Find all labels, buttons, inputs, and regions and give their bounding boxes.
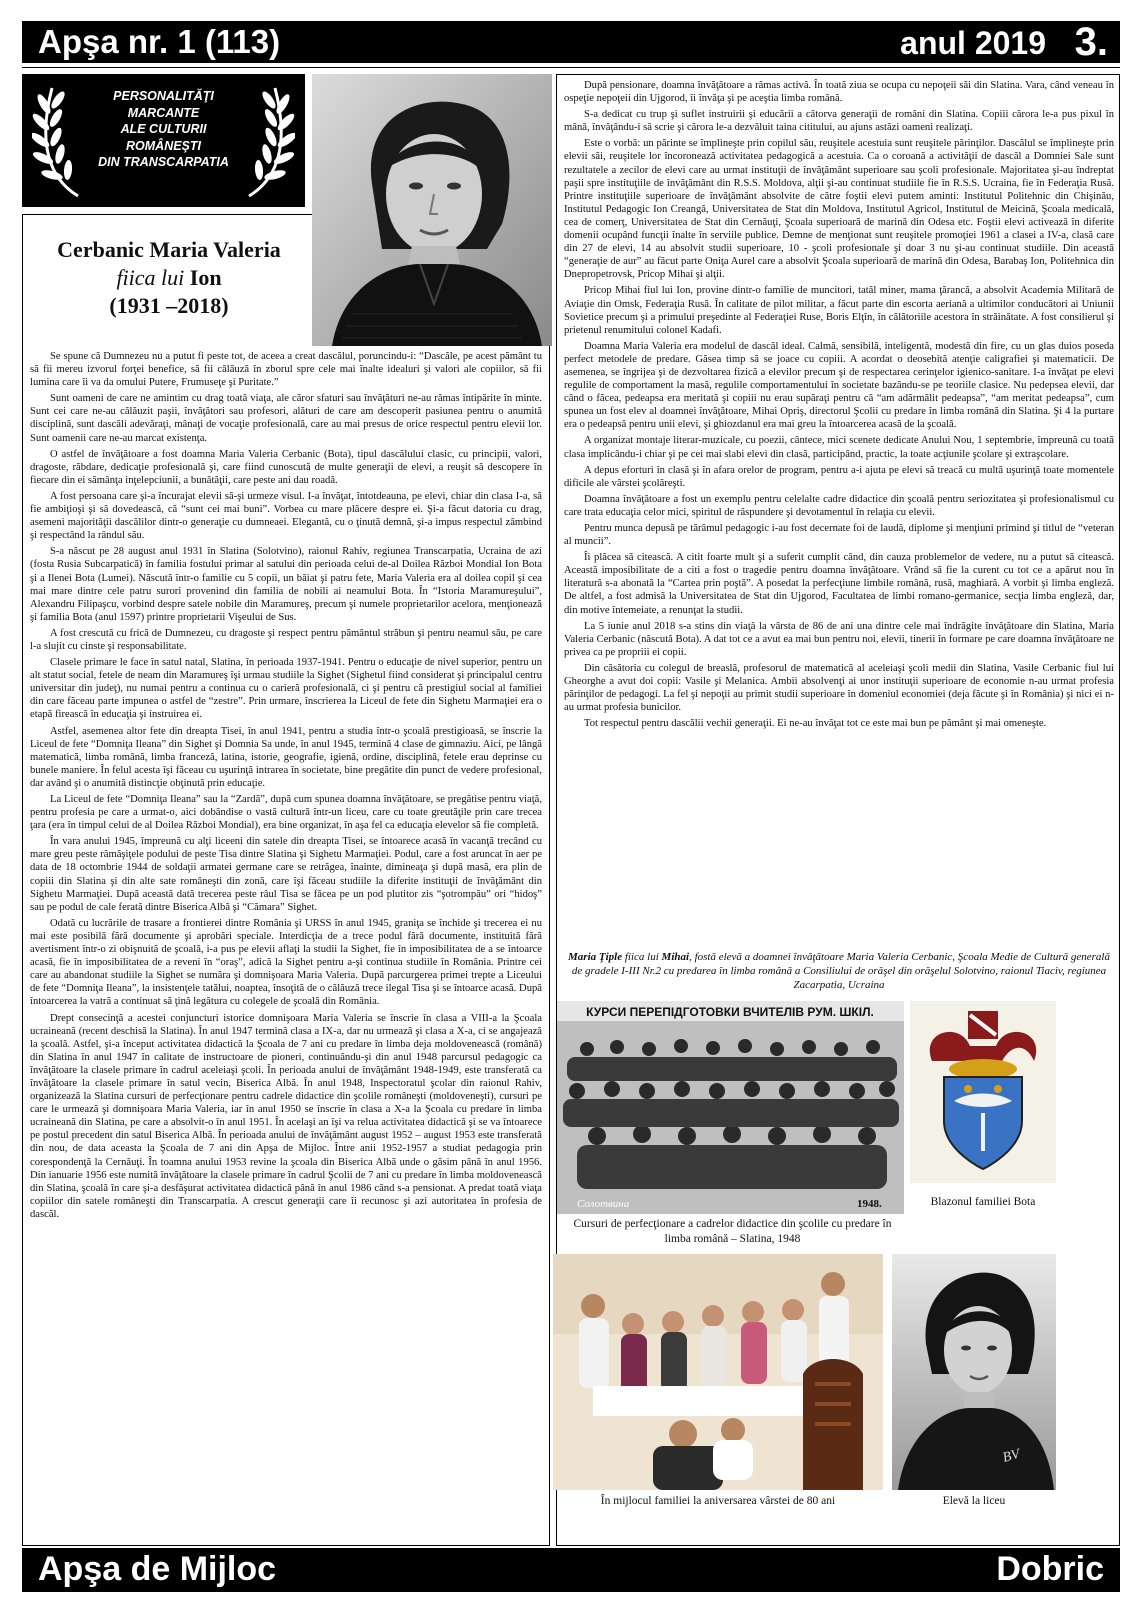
paragraph: Clasele primare le face în satul natal, Slatina, în perioada 1937-1941. Pentru o educaţie de nivel superior, pentru un alt statut social, fetele de neam din Maramureş îşi urmau studiile la Sighet (Sighetul fiind considerat şi principalul centru universitar din judeţ), nu numai pentru a continua cu o carieră profesională, ci şi pentru că prestigiul social al familiei din care făceau parte impunea o astfel de “zestre”. Prin urmare, înscrierea la Liceul de fete din Sighetu Marmaţiei era o etapă firească în educaţia şi instruirea ei. bbox=[30, 657, 542, 721]
paragraph: Sunt oameni de care ne amintim cu drag toată viaţa, ale căror sfaturi sau învăţături ne-au rămas întipărite în minte. Sunt cei care ne-au călăuzit paşii, învăţători sau profesori, alături de care am descoperit pasiunea pentru o anumită disciplină, sunt dascăli adevăraţi, mânaţi de vocaţie profesională, care au mai presus de orice respectul pentru elevii lor. Sunt oamenii care ne-au marcat existenţa. bbox=[30, 393, 542, 444]
student-initials: BV bbox=[1001, 1446, 1022, 1466]
paragraph: La 5 iunie anul 2018 s-a stins din viaţă la vârsta de 86 de ani una dintre cele mai îndrăgite învăţătoare din Slatina, Maria Valeria Cerbanic (născută Bota). A dat tot ce a avut ea mai bun pentru noi, elevii, tinerii în formare pe care doamna învăţătoare ne privea ca pe propriii ei copii. bbox=[564, 620, 1114, 658]
father-name: Ion bbox=[189, 265, 222, 290]
author-details: , fostă elevă a doamnei învăţătoare Maria Valeria Cerbanic, Şcoala Medie de Cultură generală de gradele I-III Nr.2 cu predarea în limba română a Consiliului de orăşel din orăşelul Solotvino, raionul Tiaciv, regiunea Zacarpatia, Ucraina bbox=[571, 951, 1110, 991]
author-father: Mihai bbox=[661, 951, 690, 963]
right-column-text bbox=[564, 79, 1114, 733]
paragraph: După pensionare, doamna învăţătoare a rămas activă. În toată ziua se ocupa cu nepoţeii săi din Slatina. Vara, când veneau în ospeţie nepoţeii din Ujgorod, îi învăţa şi pe aceştia limba română. bbox=[564, 80, 1114, 105]
article-title bbox=[34, 236, 304, 320]
author-surname: Dobric bbox=[996, 1550, 1104, 1588]
paragraph: S-a dedicat cu trup şi suflet instruirii şi educării a câtorva generaţii de români din Slatina. Copiii cărora le-a pus pixul în mână, învăţându-i să scrie şi cărora le-a dezvăluit taina cititului, au ajuns astăzi oameni realizaţi. bbox=[564, 109, 1114, 134]
subject-parentage bbox=[34, 264, 304, 292]
paragraph: S-a născut pe 28 august anul 1931 în Slatina (Solotvino), raionul Rahiv, regiunea Transcarpatia, Ucraina de azi (fosta Rusia Subcarpatică) în familia fostului primar al satului din perioada celui de-al Doilea Război Mondial Ion Bota şi a Ilenei Bota (Lumei). Născută într-o familie cu 5 copii, un băiat şi patru fete, Maria Valeria era al doilea copil şi cea mai mare dintre cele patru surori provenind din familia de nobili ai neamului Bota. În “Istoria Maramureşului”, Alexandru Filipaşcu, vorbind despre satele nobile din Maramureş, precum şi numele proprietarilor acelora, menţionează şi familia Bota (anul 1597) printre proprietarii Vişeului de Sus. bbox=[30, 546, 542, 623]
group-year: 1948. bbox=[857, 1198, 882, 1210]
fiica-label: fiica lui bbox=[116, 265, 185, 290]
footer-bar bbox=[22, 1548, 1120, 1592]
header-rule bbox=[22, 67, 1120, 68]
paragraph: Odată cu lucrările de trasare a frontierei dintre România şi URSS în anul 1945, graniţa se închide şi trecerea ei nu mai este posibilă fără documente şi aprobări speciale. Interdicţia de a trece podul fără documente, instituită fără avertisment într-o zi obişnuită de şcoală, i-a pus pe elevii aflaţi la studii la Sighet, fie în imposibilitatea de a se întoarce acasă, fie în imposibilitatea de a reveni în “oraş”, adică la Sighet pentru a-şi continua studiile în România. Printre cei care au abandonat studiile la Sighet se număra şi domnişoara Maria Valeria. După parcurgerea primei trepte a Liceului de fete “Domniţa Ileana”, la insistenţele tatălui, noaptea, însoţită de o călăuză trece ilegal Tisa şi se întoarce acasă. După întoarcerea la vatră a continuat să ţină legătura cu colegele de şcoală din România. bbox=[30, 917, 542, 1008]
paragraph: În vara anului 1945, împreună cu alţi liceeni din satele din dreapta Tisei, se întoarece acasă în vacanţă trecând cu mare greu peste rămăşiţele podului de peste Tisa dintre Slatina şi Sighetu Marmaţiei. Podul, care a fost aruncat în aer pe data de 18 octombrie 1944 de soldaţii armatei germane care se retrăgea, înainte, dimineaţa şi după masă, era plin de copiii din Slatina şi din alte sate româneşti din zonă, care îşi făceau studiile la diferite instituţii de învăţământ din Sighetu Marmaţiei. După această dată trecerea peste râul Tisa se făcea pe un pod plutitor zis “şotrompău” ori “hidoş” sau pe podul de cale ferată dintre Biserica Albă şi “Cămara” Sighet. bbox=[30, 836, 542, 913]
paragraph: A fost persoana care şi-a încurajat elevii să-şi urmeze visul. I-a învăţat, întotdeauna, pe elevi, chiar din clasa I-a, să fie ambiţioşi şi să dovedească, că “sunt cei mai buni”. Vorbea cu mare plăcere despre ei. Şi-a făcut datoria cu drag, asemeni majorităţii dascălilor dintr-o generaţie cu dumneaei. Elegantă, cu o ţinută demnă, şi-a impus respectul zâmbind şi respectând la rândul său. bbox=[30, 490, 542, 542]
paragraph: A organizat montaje literar-muzicale, cu poezii, cântece, mici scenete dedicate Anului Nou, 1 septembrie, împreună cu toată clasa implicându-i chiar şi pe cei mai slabi elevi din clasă, participând, practic, la toate acţiunile şcolare şi extraşcolare. bbox=[564, 435, 1114, 460]
tag-line-4: ROMÂNEŞTI bbox=[126, 138, 201, 153]
paragraph: O astfel de învăţătoare a fost doamna Maria Valeria Cerbanic (Bota), tipul dascălului clasic, cu principii, valori, dragoste, răbdare, dedicaţie profesională şi, care fiind cunoscută de multe generaţii de elevi, a reuşit să descopere în fiecare din ei sămânţa inţelepciunii, a bunătăţii, care peste ani dau roadă. bbox=[30, 448, 542, 486]
author-fiica: fiica lui bbox=[622, 951, 662, 963]
paragraph: A fost crescută cu frică de Dumnezeu, cu dragoste şi respect pentru pământul străbun şi pentru neamul său, pe care l-a slujit cu cinste şi responsabilitate. bbox=[30, 627, 542, 652]
paragraph: Este o vorbă: un părinte se împlineşte prin copilul său, reuşitele acestuia sunt reuşitele părinţilor. Dascălul se împlineşte prin elevii săi, reuşitele lor încoronează activitatea pedagogică a acestuia. Ca o coroană a activităţii de dascăl a Domniei Sale sunt rezultatele a zecilor de elevi care au urmat instituţii de învăţământ superioare sau şcoli profesionale. Majoritatea şi-au îndreptat paşii spre instituţiile de învăţământ din R.S.S. Moldova, alţii şi-au continuat studiile fie în R.S.S. Ucraina, fie în Federaţia Rusă. Printre instituţiile superioare de învăţământ absolvite de către foştii elevi putem aminti: Institutul Politehnic din Chişinău, Institutul Pedagogic Ion Creangă, Universitatea de Stat din Moldova, Institutul Agricol, Institutul de Meicină, Şcoala medicală, cea de comerţ, Universitatea de Stat din Cernăuţi, Şcoala superioară de marină din Odesa etc. Foştii elevi activează în diferite domenii ocupând funcţii înalte în serviile publice. Demne de menţionat sunt reuşitele promoţiei 1961 a clasei a IV-a, clasă care din 27 de elevi, 14 au absolvit studii superioare, 10 - şcoli profesionale şi doar 3 nu şi-au continuat studiile. Din această “generaţie de aur” au făcut parte Oniţa Aurel care a absolvit Şcoala superioară de marină din Odesa, Barabaş Ion, Politehnica din Dnepropetrovsk, Pricop Mihai şi alţii. bbox=[564, 138, 1114, 281]
issue-number: Apşa nr. 1 (113) bbox=[38, 23, 281, 60]
group-place: Солотвина bbox=[577, 1198, 630, 1210]
student-photo bbox=[892, 1254, 1056, 1490]
left-column-text bbox=[30, 350, 542, 1224]
issue-year: anul 2019 bbox=[900, 25, 1046, 61]
tag-line-2: MARCANTE bbox=[127, 105, 200, 120]
paragraph: Doamna Maria Valeria era modelul de dascăl ideal. Calmă, sensibilă, inteligentă, modestă din fire, cu un glas duios poseda perfect metodele de predare. Găsea timp să se joace cu copiii. A acordat o deosebită atenţie caligrafiei şi matematicii. De asemenea, se îngrijea şi de dezvoltarea fizică a elevilor precum şi de respectarea cerinţelor igienico-sanitare. I-a învăţat pe elevi regulile de comportament la masă, regulile comportamentului în societate bazându-se pe teoriile clasice. Nu pedepsea elevii, dar când o făcea, pedeapsa era meritată şi copiii nu erau supăraţi pentru că “am adărmălit pedeapsa”, “am meritat pedeapsa”, cum spunea un fost elev al doamnei învăţătoare, Mihai Opriş, directorul Şcolii cu predare în limba română din Slatina. Şi 4 la purtare era o pedeapsă pentru unii elevi, şi ghiozdanul era mai greu la întoarcerea acasă de la şcoală. bbox=[564, 340, 1114, 431]
village-name: Apşa de Mijloc bbox=[38, 1550, 277, 1588]
family-crest bbox=[910, 1001, 1056, 1183]
crest-caption: Blazonul familiei Bota bbox=[930, 1196, 1036, 1208]
author-signature bbox=[564, 950, 1114, 992]
paragraph: Se spune că Dumnezeu nu a putut fi peste tot, de aceea a creat dascălul, poruncindu-i: “Dascăle, pe acest pământ tu să fii mereu izvorul forţei benefice, să fii călăuză în zborul spre cele mai înalte idealuri şi valori ale copiilor, să fii lumina care îi va da omului Putere, Frumuseţe şi Puritate.” bbox=[30, 351, 542, 389]
paragraph: Doamna învăţătoare a fost un exemplu pentru celelalte cadre didactice din şcoală pentru seriozitatea şi profesionalismul cu care trata educaţia celor mici, spiritul de răspundere şi devotamentul în relaţia cu elevii. bbox=[564, 493, 1114, 518]
tag-line-3: ALE CULTURII bbox=[120, 122, 207, 136]
paragraph: Astfel, asemenea altor fete din dreapta Tisei, în anul 1941, pentru a studia într-o şcoală prestigioasă, se înscrie la Liceul de fete “Domniţa Ileana” din Sighet şi Domnia Sa unde, în anul 1945, termină 4 clase de gimnaziu. Aici, pe lângă matematică, limba română, limba franceză, latina, istorie, geografie, igienă, ordine, disciplină, fetele erau deprinse cu bunele maniere. În felul acesta îşi făceau cu uşurinţă intrarea în societate, bine pregătite din punct de vedere profesional, dar având şi o anumită distincţie obţinută prin educaţie. bbox=[30, 725, 542, 789]
paragraph: Pentru munca depusă pe tărâmul pedagogic i-au fost decernate foi de laudă, diplome şi menţiuni primind şi titlul de “veteran al muncii”. bbox=[564, 523, 1114, 548]
laurel-right-icon bbox=[239, 82, 295, 200]
paragraph: Drept consecinţă a acestei conjuncturi istorice domnişoara Maria Valeria se înscrie în clasa a VIII-a la Şcoala ucraineană (recent deschisă la Slatina). În anul 1947 termină clasa a IX-a, dar nu urmează şi clasa a X-a, ci se angajează la şcoală. Astfel, şi-a început activitatea didactică la Şcoala de 7 ani cu predare în limba deja moldovenească (română) din Slatina în anul 1947 în calitate de instructoare de pioneri, continuându-şi din anul 1948 parcursul pedagogic ca învăţătoare la clasele primare în cadrul aceleiaşi şcoli. În perioada anului de învăţământ 1948-1949, este transferată ca învăţătoare la clasele primare în satul vecin, Biserica Albă. În anul 1948, Inspectoratul şcolar din raionul Rahiv, organizează la Slatina cursuri de perfecţionare pentru cadrele didactice din şcolile româneşti (moldoveneşti), cursuri pe care le urmează şi domnişoara Maria Valeria, iar în anul 1950 se înscrie în clasa a X-a la Şcoala cu predare în limba ucraineană din Slatina, pe care a absolvit-o în anul 1951. În acelaşi an îşi va relua activitatea didactică şi se va întoarece pe postul precedent din satul Biserica Albă. În perioada anului de învăţământ august 1952 – august 1953 este transferată din nou, de data aceasta la Şcoala de 7 ani din Apşa de Mijloc. Între anii 1952-1957 a studiat pedagogia prin corespondenţă la Cernăuţi. În toamna anului 1953 revine la şcoala din Biserica Albă unde o găsim până în anul 1956. Din ianuarie 1956 este numită învăţătoare la clasele primare în cadrul Şcolii de 7 ani cu predare în limba moldovenească din Slatina, şcoală în care şi-a desfăşurat activitatea didactică până în anul 1986 când s-a pensionat. A predat toată viaţa copiilor din satele româneşti din Transcarpatia. A crescut generaţii care îi recunosc şi azi autoritatea în profesia de dascăl. bbox=[30, 1012, 542, 1220]
subject-name: Cerbanic Maria Valeria bbox=[57, 237, 281, 262]
paragraph: Îi plăcea să citească. A citit foarte mult şi a suferit cumplit când, din cauza problemelor de vedere, nu a putut să citească. Această imposibilitate de a citi a fost o tragedie pentru doamna învăţătoare. Vrând să fie la curent cu tot ce a apărut nou în literatură s-a abonată la “Cartea prin poştă”. A posedat la perfecţiune limbile română, rusă, maghiară. A vorbit şi limba engleză. De altfel, a fost admisă la Universitatea de Stat din Ujgorod, Facultatea de limbi romano-germanice, secţia limba engleză, dar, din motive întemeiate, a renunţat la studii. bbox=[564, 552, 1114, 616]
paragraph: Tot respectul pentru dascălii vechii generaţii. Ei ne-au învăţat tot ce este mai bun pe pământ şi mai omeneşte. bbox=[584, 718, 1047, 730]
paragraph: La Liceul de fete “Domniţa Ileana” sau la “Zardă”, după cum spunea doamna învăţătoare, se pregătise pentru viaţă, pentru profesia pe care a urmat-o, aici dobândise o vastă cultură într-un liceu, care cu toate greutăţile prin care trecea ţara (era în timpul celui de al Doilea Război Mondial), era bine organizat, în aşa fel ca educaţia elevelor să fie completă. bbox=[30, 794, 542, 832]
paragraph: A depus eforturi în clasă şi în afara orelor de program, pentru a-i ajuta pe elevi să treacă cu multă uşurinţă toate momentele dificile ale vârstei şcolăreşti. bbox=[564, 464, 1114, 489]
tag-line-1: PERSONALITĂŢI bbox=[113, 89, 214, 103]
portrait-photo bbox=[312, 74, 552, 346]
paragraph: Pricop Mihai fiul lui Ion, provine dintr-o familie de muncitori, tatăl miner, mama ţărancă, a absolvit Academia Militară de Aviaţie din Omsk, Federaţia Rusă. În calitate de pilot militar, a făcut parte din escorta aeriană a ultimilor conducători ai Uniunii Sovietice precum şi a primului preşedinte al Federaţiei Ruse, Boris Elţîn, în călătoriile acestora în străinătate. A fost consilierul şi prietenul renumitului colonel Kadafi. bbox=[564, 285, 1114, 336]
family-anniversary-photo bbox=[553, 1254, 883, 1490]
laurel-left-icon bbox=[32, 82, 88, 200]
family-photo-caption: În mijlocul familiei la aniversarea vârstei de 80 ani bbox=[600, 1495, 836, 1507]
author-name: Maria Ţiple bbox=[568, 951, 623, 963]
student-photo-caption: Elevă la liceu bbox=[942, 1495, 1006, 1507]
paragraph: Din căsătoria cu colegul de breaslă, profesorul de matematică al aceleiaşi şcoli medii din Slatina, Vasile Cerbanic fiul lui Gheorghe a avut doi copii: Vasile şi Melanica. Ambii absolvenţi ai unor instituţii superioare de economie n-au urmat profesia părinţilor de pedagogi. La fel şi nepoţii au primit studii superioare în domeniul economiei (deja făcute şi în România) şi nici ei n-au urmat profesia bunicilor. bbox=[564, 662, 1114, 714]
header-bar bbox=[22, 21, 1120, 63]
section-tag bbox=[22, 74, 305, 207]
tag-line-5: DIN TRANSCARPATIA bbox=[98, 155, 229, 169]
page-number: 3. bbox=[1074, 20, 1108, 64]
group-photo-1948 bbox=[557, 1001, 904, 1214]
group-photo-caption: Cursuri de perfecţionare a cadrelor didactice din şcolile cu predare în limba română – Slatina, 1948 bbox=[573, 1218, 892, 1245]
group-banner: КУРСИ ПЕРЕПІДГОТОВКИ ВЧИТЕЛІВ РУМ. ШКІЛ. bbox=[586, 1005, 874, 1019]
subject-years: (1931 –2018) bbox=[109, 293, 229, 318]
